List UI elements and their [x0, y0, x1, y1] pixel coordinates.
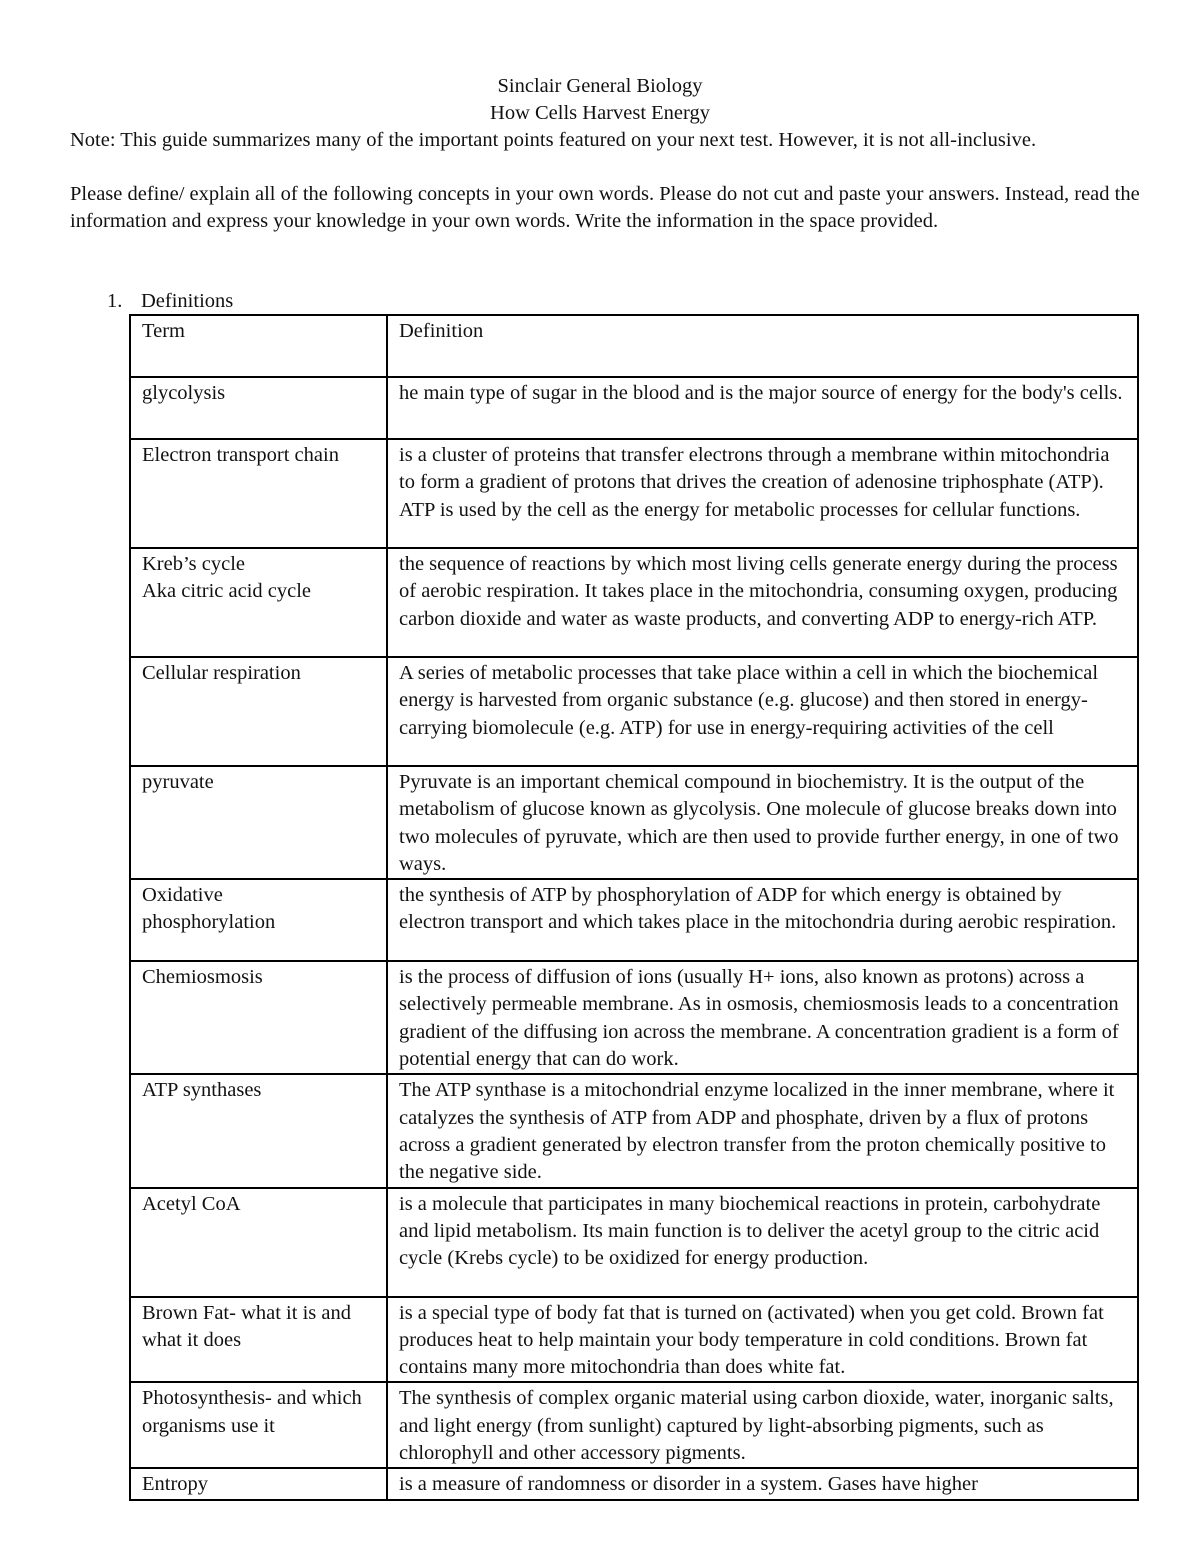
definition-cell: is a molecule that participates in many biochemical reactions in protein, carbohydrate and lipid metabolism. Its main function is to deliver the acetyl group to the citric acid cycle (Krebs cycle) to be oxidized for energy production.	[387, 1188, 1138, 1297]
definition-cell: is a special type of body fat that is turned on (activated) when you get cold. Brown fat produces heat to help maintain your body temperature in cold conditions. Brown fat contains many more mitochondria than does white fat.	[387, 1297, 1138, 1383]
term-cell: pyruvate	[130, 766, 387, 879]
term-cell: glycolysis	[130, 377, 387, 439]
definition-cell: he main type of sugar in the blood and is the major source of energy for the body's cells.	[387, 377, 1138, 439]
table-header-row	[130, 315, 1138, 377]
term-cell: Kreb’s cycle Aka citric acid cycle	[130, 548, 387, 657]
table-row	[130, 961, 1138, 1074]
definition-cell: Pyruvate is an important chemical compound in biochemistry. It is the output of the metabolism of glucose known as glycolysis. One molecule of glucose breaks down into two molecules of pyruvate, which are then used to provide further energy, in one of two ways.	[387, 766, 1138, 879]
definition-cell: is the process of diffusion of ions (usually H+ ions, also known as protons) across a selectively permeable membrane. As in osmosis, chemiosmosis leads to a concentration gradient of the diffusing ion across the membrane. A concentration gradient is a form of potential energy that can do work.	[387, 961, 1138, 1074]
term-cell: ATP synthases	[130, 1074, 387, 1187]
note-paragraph: Note: This guide summarizes many of the important points featured on your next test. However, it is not all-inclusive.	[70, 129, 1037, 151]
table-row	[130, 548, 1138, 657]
definition-cell: is a cluster of proteins that transfer electrons through a membrane within mitochondria to form a gradient of protons that drives the creation of adenosine triphosphate (ATP). ATP is used by the cell as the energy for metabolic processes for cellular functions.	[387, 439, 1138, 548]
definition-cell: the sequence of reactions by which most living cells generate energy during the process of aerobic respiration. It takes place in the mitochondria, consuming oxygen, producing carbon dioxide and water as waste products, and converting ADP to energy-rich ATP.	[387, 548, 1138, 657]
table-row	[130, 1382, 1138, 1468]
table-row	[130, 377, 1138, 439]
definition-cell: is a measure of randomness or disorder in a system. Gases have higher	[387, 1468, 1138, 1500]
table-row	[130, 1074, 1138, 1187]
term-cell: Photosynthesis- and which organisms use it	[130, 1382, 387, 1468]
term-cell: Oxidative phosphorylation	[130, 879, 387, 961]
table-row	[130, 766, 1138, 879]
list-number: 1.	[107, 290, 123, 312]
table-row	[130, 1188, 1138, 1297]
term-header: Term	[130, 315, 387, 377]
definition-header: Definition	[387, 315, 1138, 377]
term-cell: Acetyl CoA	[130, 1188, 387, 1297]
course-title: Sinclair General Biology	[497, 75, 703, 97]
term-cell: Chemiosmosis	[130, 961, 387, 1074]
definition-cell: The ATP synthase is a mitochondrial enzyme localized in the inner membrane, where it catalyzes the synthesis of ATP from ADP and phosphate, driven by a flux of protons across a gradient generated by electron transfer from the proton chemically positive to the negative side.	[387, 1074, 1138, 1187]
table-row	[130, 439, 1138, 548]
term-cell: Cellular respiration	[130, 657, 387, 766]
term-cell: Entropy	[130, 1468, 387, 1500]
instructions-paragraph: Please define/ explain all of the following concepts in your own words. Please do not cut and paste your answers. Instead, read the information and express your knowledge in your own words. Write the information in the space provided.	[70, 183, 1140, 233]
definition-cell: A series of metabolic processes that take place within a cell in which the biochemical energy is harvested from organic substance (e.g. glucose) and then stored in energy-carrying biomolecule (e.g. ATP) for use in energy-requiring activities of the cell	[387, 657, 1138, 766]
section-heading: Definitions	[141, 290, 234, 312]
table-row	[130, 657, 1138, 766]
table-row	[130, 1297, 1138, 1383]
table-row	[130, 1468, 1138, 1500]
definitions-table	[129, 314, 1139, 1501]
term-cell: Brown Fat- what it is and what it does	[130, 1297, 387, 1383]
guide-title: How Cells Harvest Energy	[490, 102, 710, 124]
term-cell: Electron transport chain	[130, 439, 387, 548]
definition-cell: the synthesis of ATP by phosphorylation of ADP for which energy is obtained by electron transport and which takes place in the mitochondria during aerobic respiration.	[387, 879, 1138, 961]
definition-cell: The synthesis of complex organic material using carbon dioxide, water, inorganic salts, and light energy (from sunlight) captured by light-absorbing pigments, such as chlorophyll and other accessory pigments.	[387, 1382, 1138, 1468]
table-row	[130, 879, 1138, 961]
